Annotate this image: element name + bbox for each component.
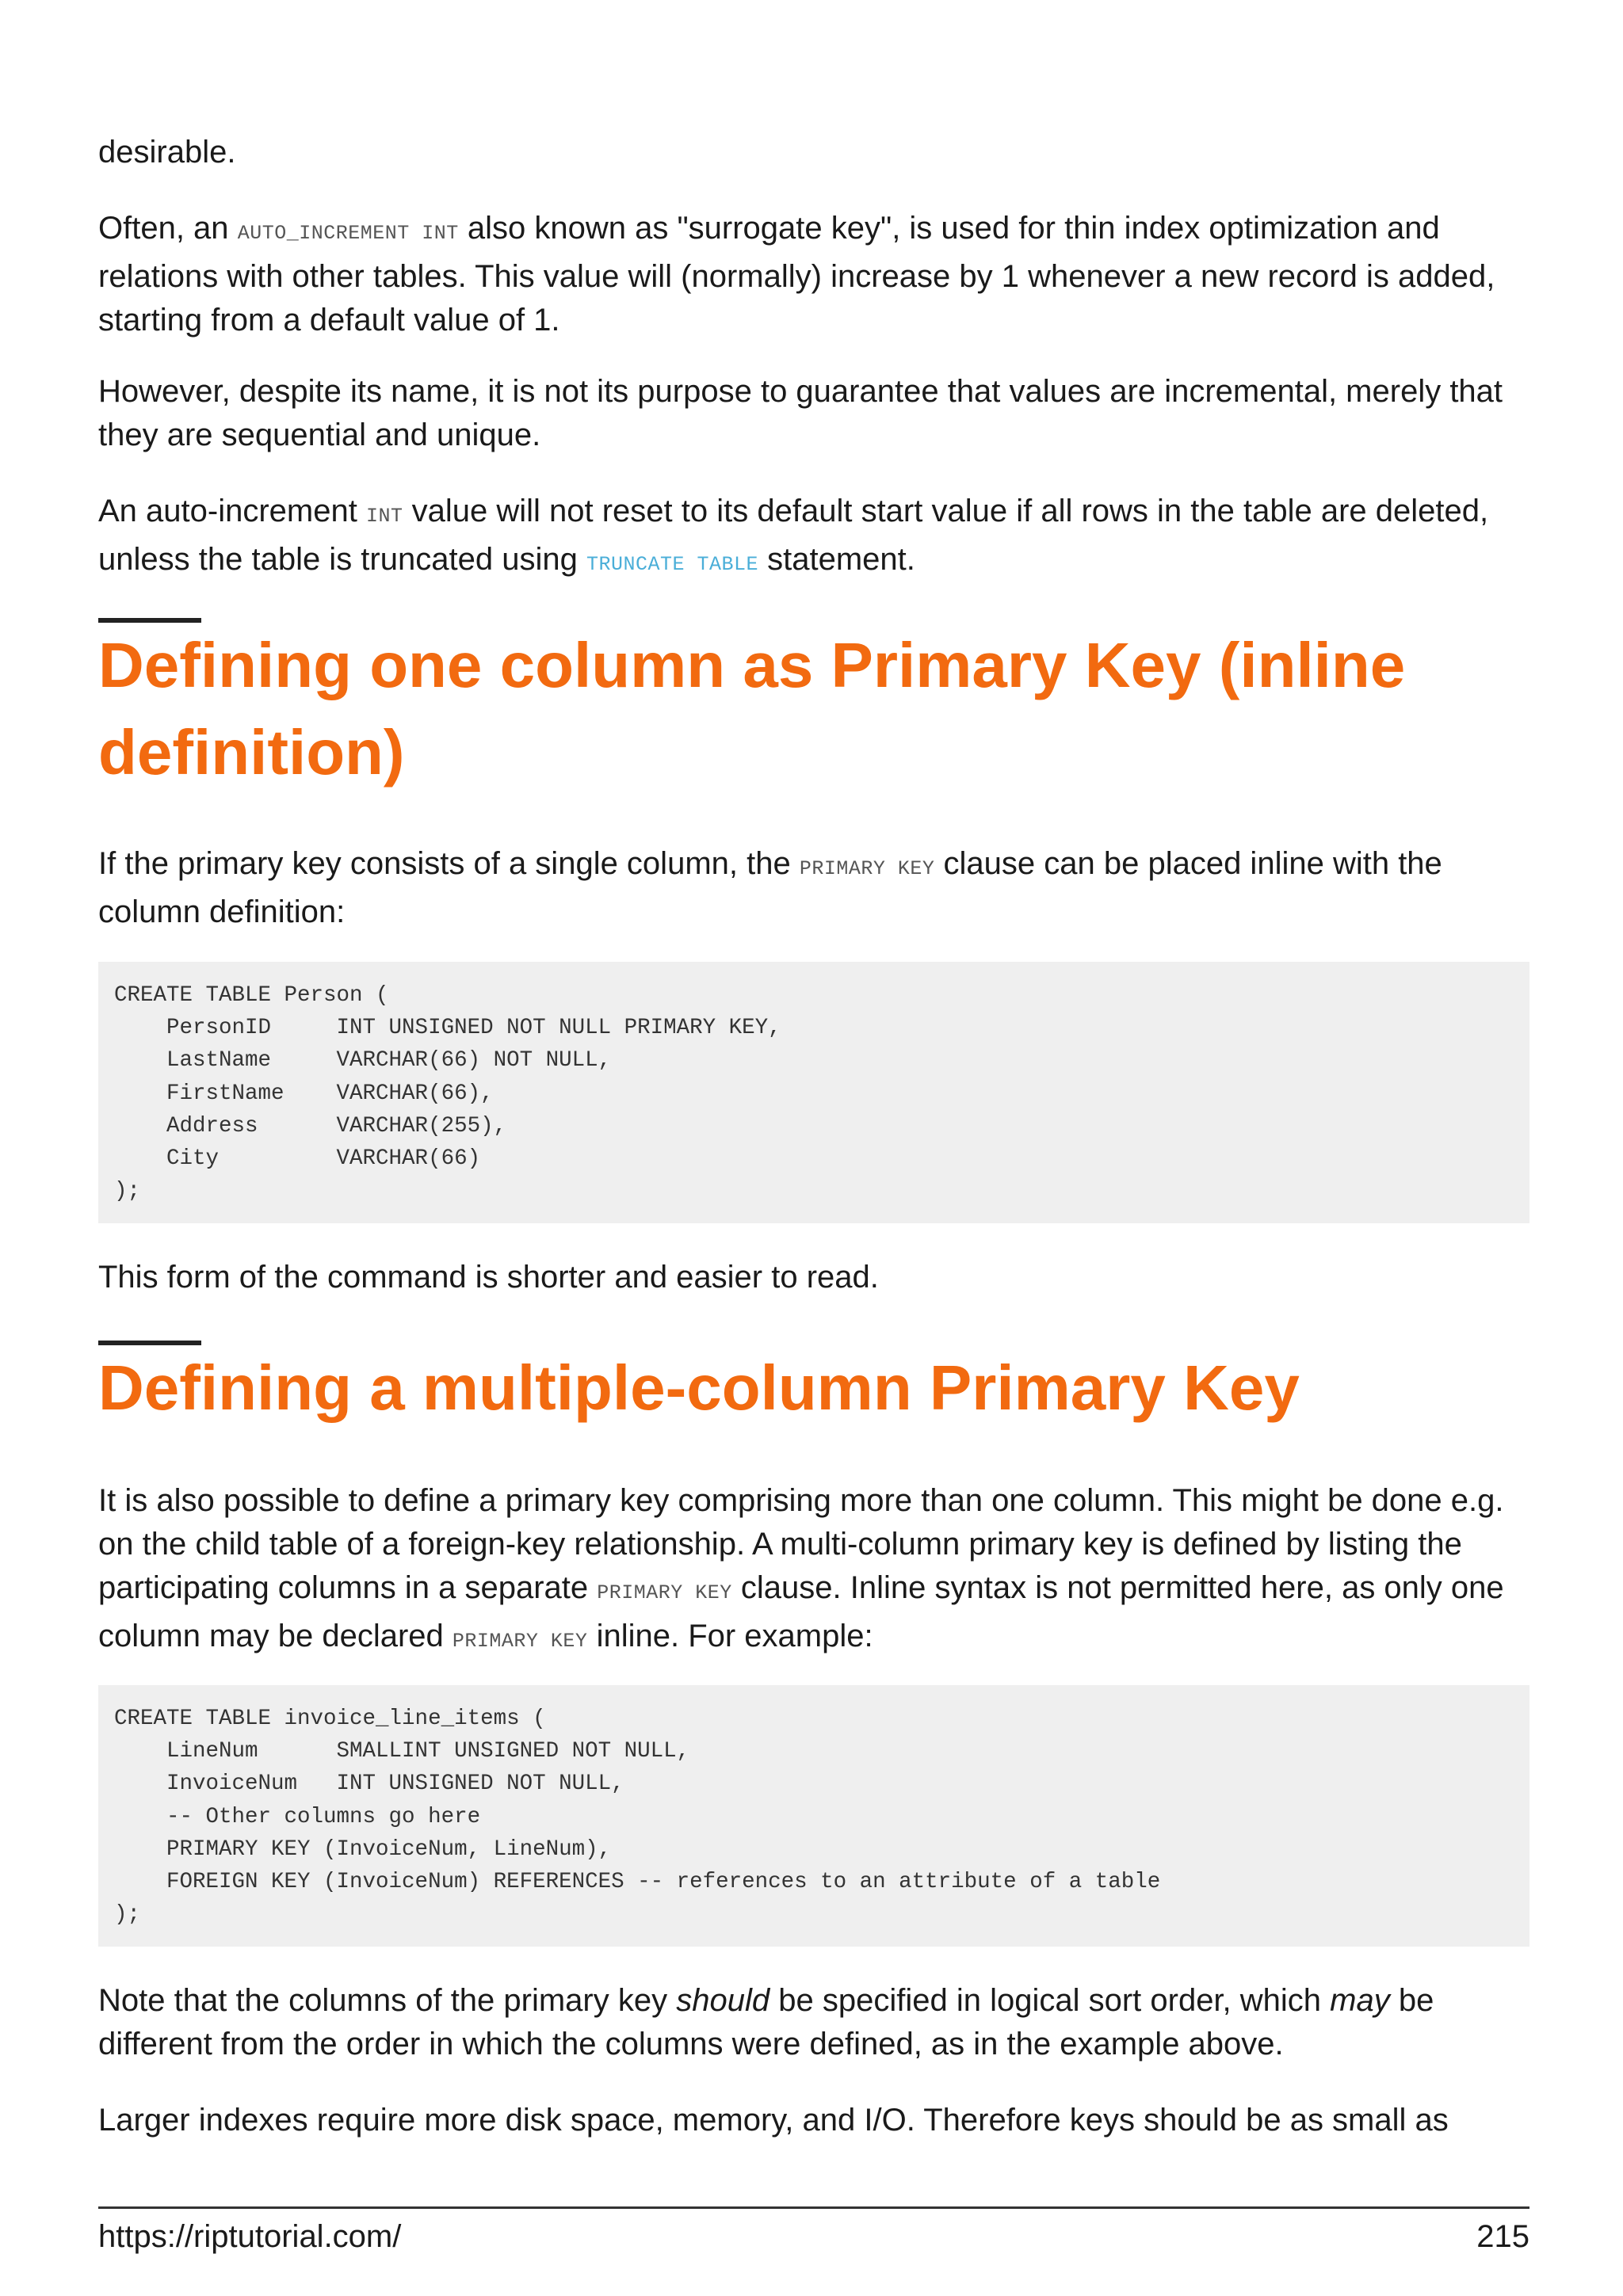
- text: value will not reset to its default start value if all rows in the table are deleted, unless the table is truncated using: [98, 494, 1489, 577]
- text: Often, an: [98, 211, 229, 246]
- paragraph-shorter-form: This form of the command is shorter and easier to read.: [98, 1260, 879, 1295]
- emphasis: may: [1330, 1983, 1390, 2018]
- code-text: CREATE TABLE invoice_line_items ( LineNum SMALLINT UNSIGNED NOT NULL, InvoiceNum INT UNSIGNED NOT NULL, -- Other columns go here PRIMARY KEY (InvoiceNum, LineNum), FOREIGN KEY (InvoiceNum) REFERENCES -- references to an attribute of a table );: [114, 1707, 1161, 1928]
- inline-code: PRIMARY KEY: [799, 857, 935, 880]
- paragraph-sort-order: [98, 1979, 1533, 2066]
- code-text: CREATE TABLE Person ( PersonID INT UNSIGNED NOT NULL PRIMARY KEY, LastName VARCHAR(66) NOT NULL, FirstName VARCHAR(66), Address VARCHAR(255), City VARCHAR(66) );: [114, 983, 781, 1204]
- text: clause can be placed inline with the column definition:: [98, 846, 1442, 929]
- footer-rule: [98, 2206, 1529, 2209]
- emphasis: should: [676, 1983, 770, 2018]
- text: inline. For example:: [596, 1619, 873, 1653]
- text: clause. Inline syntax is not permitted here, as only one column may be declared: [98, 1570, 1504, 1653]
- text: If the primary key consists of a single column, the: [98, 846, 791, 881]
- inline-code: INT: [365, 505, 403, 528]
- page-number: 215: [1476, 2219, 1529, 2254]
- text: Note that the columns of the primary key: [98, 1983, 668, 2018]
- paragraph-despite-name: However, despite its name, it is not its purpose to guarantee that values are incremental, merely that they are sequential and unique.: [98, 374, 1503, 452]
- paragraph-desirable: desirable.: [98, 135, 236, 170]
- paragraph-auto-increment-reset: [98, 490, 1533, 586]
- paragraph-multi-column-pk: [98, 1479, 1533, 1663]
- text: It is also possible to define a primary key comprising more than one column. This might be done e.g. on the child table of a foreign-key relationship. A multi-column primary key is defined by listing the participating columns in a separate: [98, 1483, 1504, 1605]
- paragraph-single-column-pk: [98, 842, 1533, 934]
- inline-code: PRIMARY KEY: [597, 1581, 732, 1604]
- text: be different from the order in which the columns were defined, as in the example above.: [98, 1983, 1434, 2061]
- truncate-table-link[interactable]: TRUNCATE TABLE: [586, 553, 758, 576]
- text: An auto-increment: [98, 494, 357, 528]
- code-block-invoice-line-items: [98, 1685, 1529, 1947]
- footer-url-link[interactable]: https://riptutorial.com/: [98, 2219, 402, 2254]
- paragraph-larger-indexes: Larger indexes require more disk space, memory, and I/O. Therefore keys should be as small as: [98, 2103, 1449, 2138]
- code-block-person-table: [98, 962, 1529, 1223]
- text: statement.: [767, 542, 915, 577]
- text: also known as "surrogate key", is used for thin index optimization and relations with other tables. This value will (normally) increase by 1 whenever a new record is added, starting from a default value of 1.: [98, 211, 1495, 338]
- inline-code: AUTO_INCREMENT INT: [237, 222, 459, 245]
- section-heading-multi-column-primary-key: Defining a multiple-column Primary Key: [98, 1352, 1300, 1423]
- inline-code: PRIMARY KEY: [452, 1630, 588, 1653]
- paragraph-surrogate-key: [98, 207, 1533, 342]
- section-heading-inline-primary-key: Defining one column as Primary Key (inline definition): [98, 630, 1406, 788]
- text: be specified in logical sort order, which: [778, 1983, 1322, 2018]
